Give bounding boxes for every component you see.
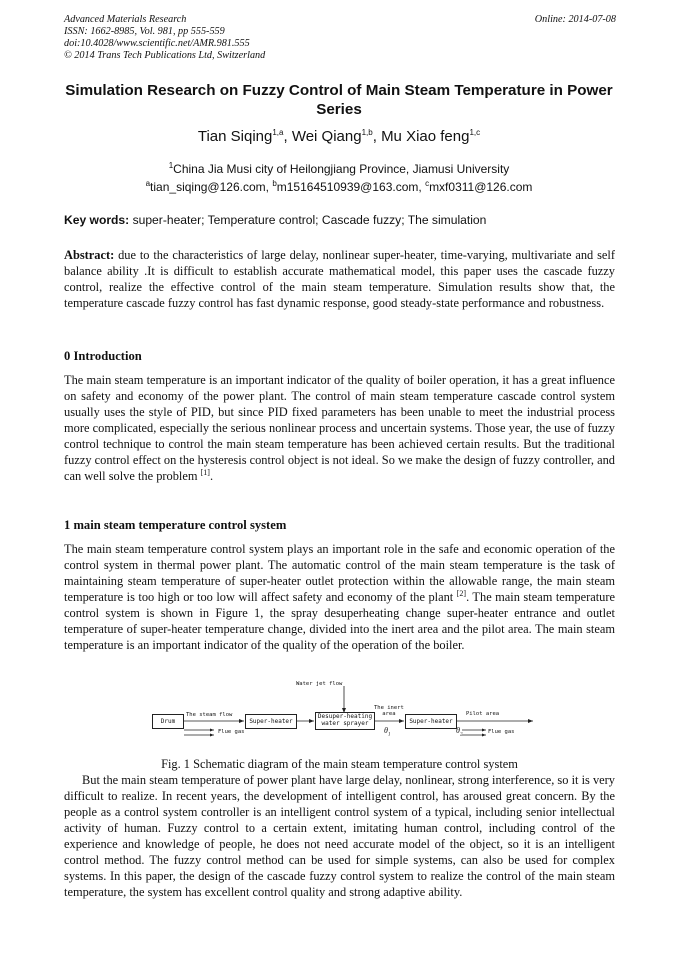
- copyright: © 2014 Trans Tech Publications Ltd, Switzerland: [64, 50, 266, 61]
- issn: ISSN: 1662-8985, Vol. 981, pp 555-559: [64, 26, 225, 37]
- author-name: Tian Siqing: [197, 128, 273, 145]
- superheater-box-1: Super-heater: [245, 714, 297, 729]
- drum-box: Drum: [152, 714, 184, 729]
- affiliation-block: [64, 160, 614, 196]
- steam-flow-label: The steam flow: [186, 712, 233, 718]
- theta-2: [456, 726, 462, 738]
- intro-paragraph: [64, 372, 615, 484]
- flue-gas-label-2: Flue gas: [488, 729, 515, 735]
- intro-text: The main steam temperature is an important indicator of the quality of boiler operation, it has a great influence on safety and economy of the power plant. The control of main steam temperature cascade control system usually uses the style of PID, but since PID fixed parameters has been unable to meet the industrial process more complicated, especially the serious nonlinear process and uncertain systems. Those year, the use of fuzzy control technique to control the main steam temperature has been achieved certain results. But the traditional fuzzy control effect on the hysteresis control object is not ideal. So we make the design of fuzzy controller, and can well solve the problem: [64, 373, 615, 484]
- email-sup: c: [425, 179, 430, 188]
- affiliation-sup: 1: [168, 161, 174, 170]
- section-heading-1: 1 main steam temperature control system: [64, 518, 287, 532]
- email-sup: b: [272, 179, 277, 188]
- abstract: [64, 247, 615, 311]
- author-sup: 1,a: [272, 128, 284, 137]
- email: mxf0311@126.com: [429, 180, 533, 194]
- keywords: [64, 213, 615, 227]
- section1-paragraph: [64, 541, 615, 653]
- abstract-label: Abstract:: [64, 248, 115, 262]
- journal-name: Advanced Materials Research: [64, 14, 187, 25]
- online-date: Online: 2014-07-08: [534, 14, 616, 25]
- theta-1-symbol: θ: [384, 726, 388, 735]
- author-list: Tian Siqing$^{1,a}$, Wei Qiang$^{1,b}$, Mu Xiao feng$^{1,c}$: [197, 128, 481, 145]
- theta-1-sub: 1: [387, 732, 391, 738]
- theta-2-symbol: θ: [456, 726, 460, 735]
- author-sup: 1,c: [469, 128, 481, 137]
- desuperheater-label-2: water sprayer: [321, 720, 369, 727]
- author-name: Wei Qiang: [291, 128, 362, 145]
- author-sup: 1,b: [361, 128, 373, 137]
- desuperheater-box: [315, 712, 375, 730]
- email: m15164510939@163.com: [276, 180, 419, 194]
- desuperheater-label-1: Desuper-heating: [317, 713, 373, 720]
- theta-1: [384, 726, 390, 738]
- inert-label-1: The inert: [374, 705, 404, 711]
- period: .: [209, 469, 214, 484]
- affiliation: [64, 160, 614, 178]
- figure-1-diagram: [148, 680, 540, 750]
- email-sup: a: [145, 179, 151, 188]
- flue-gas-label-1: Flue gas: [218, 729, 245, 735]
- abstract-text: due to the characteristics of large delay, nonlinear super-heater, time-varying, multivariate and self balance ability .It is difficult to establish accurate mathematical model, this paper uses the cascade fuzzy control, realize the effective control of the main steam temperature. Simulation results show that, the temperature cascade fuzzy control has fast dynamic response, good steady-state performance and robustness.: [64, 248, 615, 311]
- citation: [1]: [200, 468, 210, 478]
- author-name: Mu Xiao feng: [381, 128, 470, 145]
- doi: doi:10.4028/www.scientific.net/AMR.981.555: [64, 38, 250, 49]
- section1-text-b: . The main steam temperature control system is shown in Figure 1, the spray desuperheating change super-heater entrance and outlet temperature of super-heater temperature change, divided into the inert area and the pilot area. The main steam temperature is an important indicator of the quality of the operation of the boiler.: [64, 590, 615, 653]
- inert-label-2: area: [382, 711, 396, 717]
- water-jet-label: Water jet flow: [296, 681, 343, 687]
- figure-caption: Fig. 1 Schematic diagram of the main steam temperature control system: [161, 757, 518, 771]
- keywords-label: Key words:: [64, 213, 130, 227]
- section1-text-a: The main steam temperature control system plays an important role in the safe and economic operation of the control system in thermal power plant. The automatic control of the main steam temperature is the task of maintaining steam temperature of super-heater outlet protection within the allowable range, the main steam temperature is too high or too low will affect safety and economy of the plant: [64, 542, 615, 605]
- affiliation-text: China Jia Musi city of Heilongjiang Province, Jiamusi University: [173, 162, 510, 176]
- journal-header: [64, 14, 265, 62]
- superheater-box-2: Super-heater: [405, 714, 457, 729]
- theta-2-sub: 2: [459, 732, 463, 738]
- pilot-area-label: Pilot area: [466, 711, 500, 717]
- citation: [2]: [456, 589, 467, 599]
- keywords-text: super-heater; Temperature control; Cascade fuzzy; The simulation: [132, 213, 487, 227]
- section-heading-intro: 0 Introduction: [64, 349, 142, 363]
- emails: $^a$tian_siqing@126.com, $^b$m15164510939@163.com, $^c$mxf0311@126.com: [145, 179, 533, 194]
- email: tian_siqing@126.com: [150, 180, 266, 194]
- inert-area-label: [374, 705, 404, 717]
- section1-paragraph-2: But the main steam temperature of power plant have large delay, nonlinear, strong interference, so it is very difficult to realize. In recent years, the development of intelligent control, has aroused great concern. By the people as a control system controller is an intelligent control system of a typical, including senior intellectual activity of human. Fuzzy control to a certain extent, imitating human control, including control of the experience and knowledge of people, he does not need accurate model of the object, so it is an intelligent control method. The fuzzy control method can be used for simple systems, can also be used for complex systems. In this paper, the design of the cascade fuzzy control system to realize the control of the main steam temperature, the system has excellent control quality and strong adaptive ability.: [64, 773, 615, 900]
- paper-title: Simulation Research on Fuzzy Control of Main Steam Temperature in Power Series: [65, 82, 613, 118]
